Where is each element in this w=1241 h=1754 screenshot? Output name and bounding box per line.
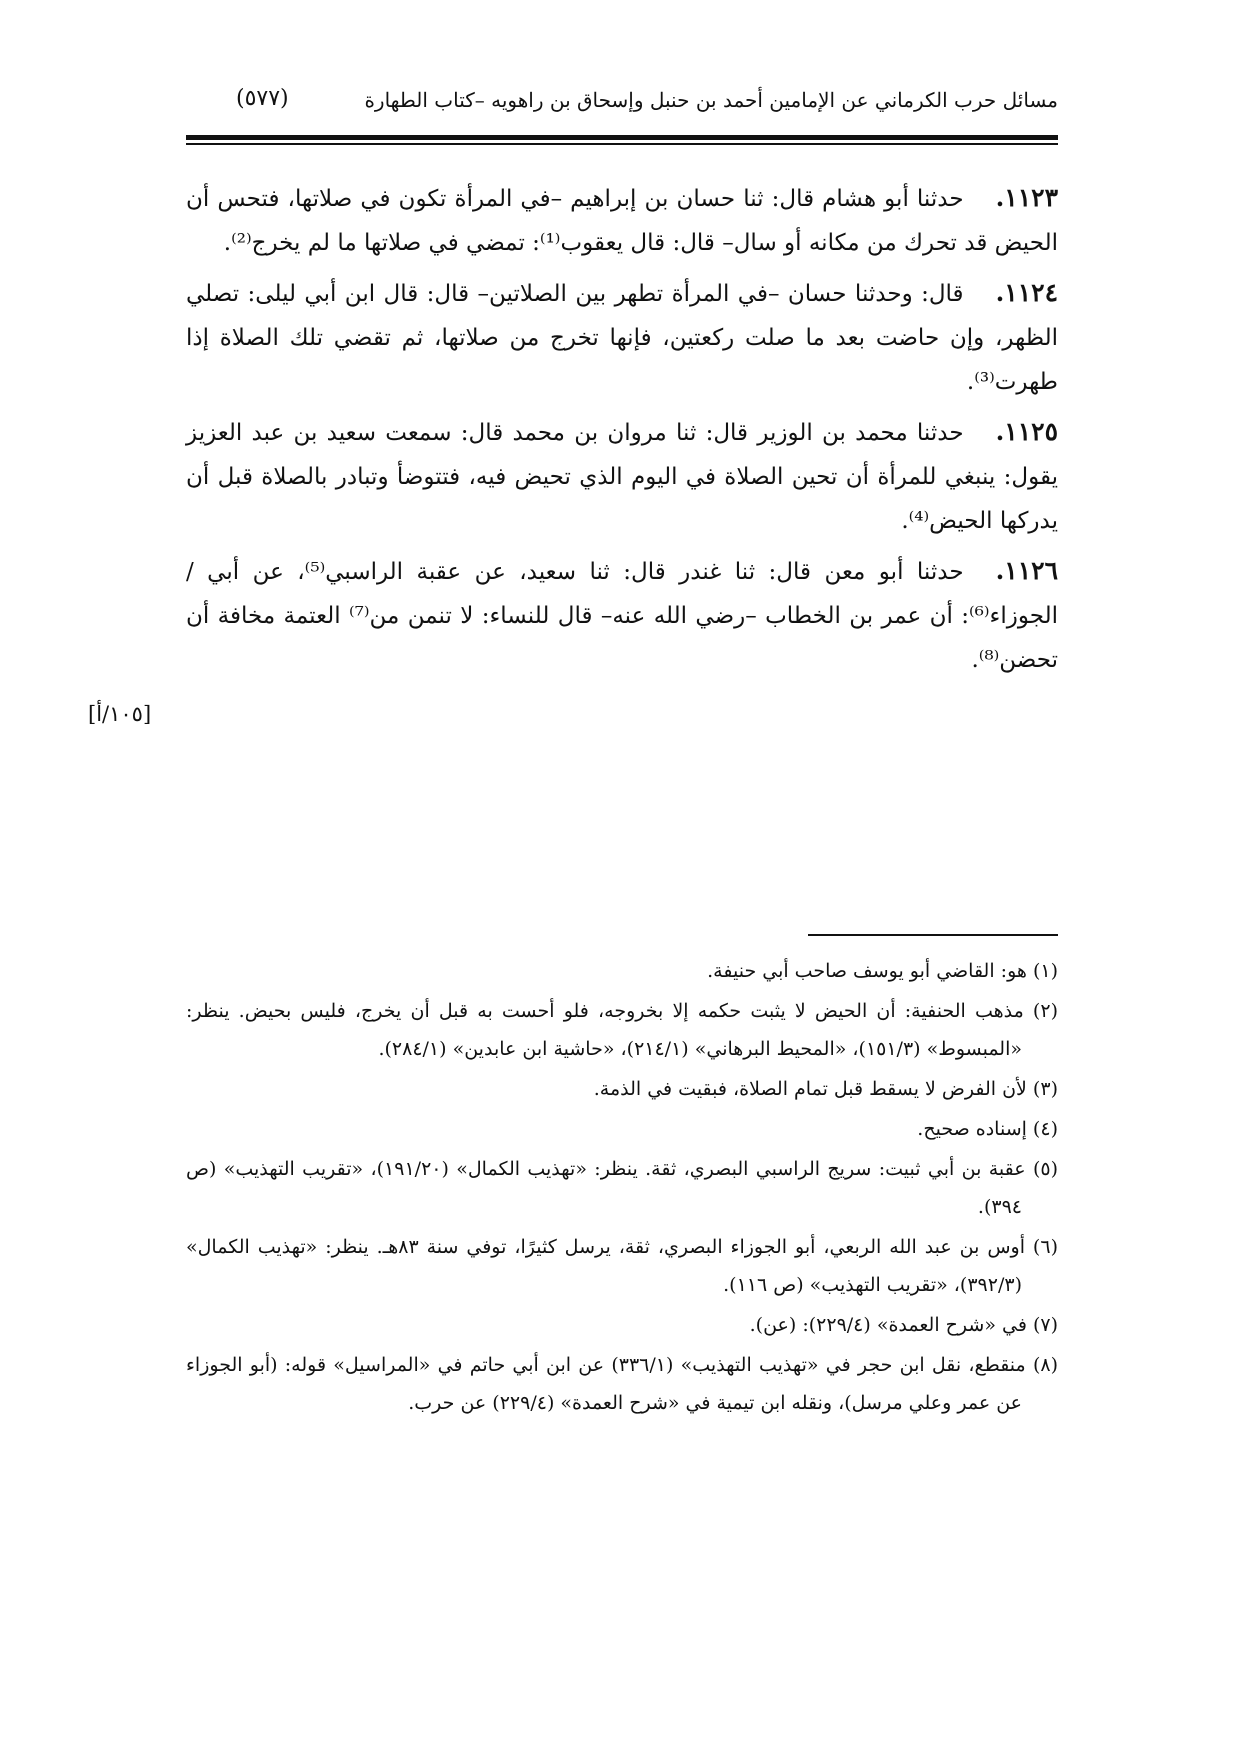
footnotes: [186, 952, 1058, 1424]
footnote-6: (٦) أوس بن عبد الله الربعي، أبو الجوزاء البصري، ثقة، يرسل كثيرًا، توفي سنة ٨٣هـ. ينظر: «تهذيب الكمال» (٣٩٢/٣)، «تقريب التهذيب» (ص ١١٦).: [186, 1236, 1058, 1296]
footnote-3: (٣) لأن الفرض لا يسقط قبل تمام الصلاة، فبقيت في الذمة.: [593, 1078, 1058, 1100]
footnote-separator: [808, 934, 1058, 936]
main-text: [186, 176, 1058, 688]
entry-text: حدثنا أبو معن قال: ثنا غندر قال: ثنا سعيد، عن عقبة الراسبي⁽⁵⁾، عن أبي / الجوزاء⁽⁶⁾: أن عمر بن الخطاب –رضي الله عنه– قال للنساء: لا تنمن من⁽⁷⁾ العتمة مخافة أن تحضن⁽⁸⁾.: [186, 559, 1058, 673]
running-title: مسائل حرب الكرماني عن الإمامين أحمد بن حنبل وإسحاق بن راهويه –كتاب الطهارة: [364, 88, 1058, 112]
entry-text: قال: وحدثنا حسان –في المرأة تطهر بين الصلاتين– قال: قال ابن أبي ليلى: تصلي الظهر، وإن حاضت بعد ما صلت ركعتين، فإنها تخرج من صلاتها، ثم تقضي تلك الصلاة إذا طهرت⁽³⁾.: [186, 281, 1058, 395]
entry-1126: [186, 549, 1058, 682]
page-header: [186, 86, 1058, 126]
footnote-4: (٤) إسناده صحيح.: [917, 1118, 1058, 1140]
entry-1124: [186, 271, 1058, 404]
footnote-1: (١) هو: القاضي أبو يوسف صاحب أبي حنيفة.: [707, 960, 1058, 982]
footnote-5: (٥) عقبة بن أبي ثبيت: سريج الراسبي البصري، ثقة. ينظر: «تهذيب الكمال» (١٩١/٢٠)، «تقريب التهذيب» (ص ٣٩٤).: [186, 1158, 1058, 1218]
entry-number: ١١٢٥.: [995, 417, 1058, 446]
entry-text: حدثنا أبو هشام قال: ثنا حسان بن إبراهيم –في المرأة تكون في صلاتها، فتحس أن الحيض قد تحرك من مكانه أو سال– قال: قال يعقوب⁽¹⁾: تمضي في صلاتها ما لم يخرج⁽²⁾.: [186, 186, 1058, 256]
entry-number: ١١٢٦.: [995, 556, 1058, 585]
header-rule-thin: [186, 143, 1058, 145]
header-rule-thick: [186, 135, 1058, 140]
entry-text: حدثنا محمد بن الوزير قال: ثنا مروان بن محمد قال: سمعت سعيد بن عبد العزيز يقول: ينبغي للمرأة أن تحين الصلاة في اليوم الذي تحيض فيه، فتتوضأ وتبادر بالصلاة قبل أن يدركها الحيض⁽⁴⁾.: [186, 420, 1058, 534]
entry-number: ١١٢٤.: [995, 278, 1058, 307]
entry-number: ١١٢٣.: [995, 183, 1058, 212]
footnote-2: (٢) مذهب الحنفية: أن الحيض لا يثبت حكمه إلا بخروجه، فلو أحست به قبل أن يخرج، فليس بحيض. ينظر: «المبسوط» (١٥١/٣)، «المحيط البرهاني» (٢١٤/١)، «حاشية ابن عابدين» (٢٨٤/١).: [186, 1000, 1058, 1060]
entry-1123: [186, 176, 1058, 265]
page-number: (٥٧٧): [236, 86, 289, 111]
entry-1125: [186, 410, 1058, 543]
margin-folio-note: [١٠٥/أ]: [88, 702, 152, 726]
footnote-7: (٧) في «شرح العمدة» (٢٢٩/٤): (عن).: [749, 1314, 1058, 1336]
footnote-8: (٨) منقطع، نقل ابن حجر في «تهذيب التهذيب» (٣٣٦/١) عن ابن أبي حاتم في «المراسيل» قوله: (أبو الجوزاء عن عمر وعلي مرسل)، ونقله ابن تيمية في «شرح العمدة» (٢٢٩/٤) عن حرب.: [186, 1354, 1058, 1414]
